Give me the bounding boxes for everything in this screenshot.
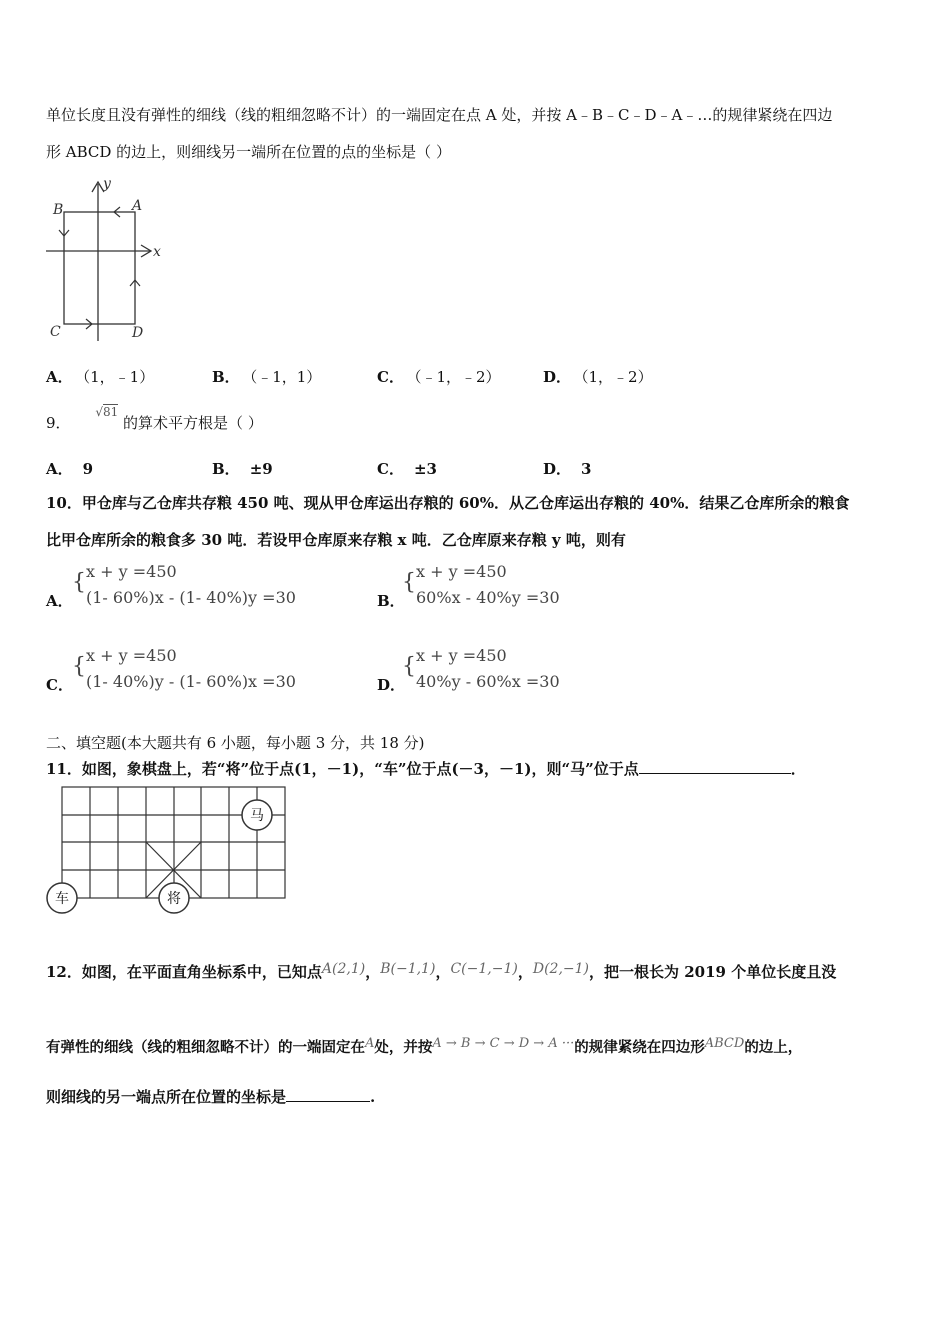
label-y: y <box>103 176 111 192</box>
point-b: B(−1,1) <box>380 961 436 977</box>
label-D: D <box>132 325 144 341</box>
q9-number: 9． <box>46 414 71 432</box>
q8-line2: 形 ABCD 的边上，则细线另一端所在位置的点的坐标是（ ） <box>46 143 451 161</box>
q8-figure <box>40 176 170 346</box>
brace-icon: { <box>402 570 416 595</box>
q9-option-a[interactable]: A． 9 <box>46 460 94 478</box>
piece-ma-label: 马 <box>250 808 264 824</box>
q9-text: 的算术平方根是（ ） <box>123 414 263 432</box>
point-a: A(2,1) <box>321 961 366 977</box>
option-label: B． <box>212 368 240 386</box>
q12-line3: 则细线的另一端点所在位置的坐标是 . <box>46 1088 376 1106</box>
q8-option-c[interactable] <box>377 366 501 387</box>
q9-option-b[interactable]: B． ±9 <box>212 460 273 478</box>
q8-line1: 单位长度且没有弹性的细线（线的粗细忽略不计）的一端固定在点 A 处，并按 A﹣B﹣C﹣D﹣A﹣…的规律紧绕在四边 <box>46 106 833 124</box>
option-text: （1，﹣1） <box>82 368 155 386</box>
q8-option-d[interactable] <box>543 366 653 387</box>
q12-line1: 12．如图，在平面直角坐标系中，已知点A(2,1)，B(−1,1)，C(−1,−1)，D(2,−1)，把一根长为 2019 个单位长度且没 <box>46 961 837 981</box>
q11-text: 11．如图，象棋盘上，若“将”位于点(1，－1)，“车”位于点(－3，－1)，则“马”位于点 <box>46 760 639 778</box>
q10-line1: 10．甲仓库与乙仓库共存粮 450 吨、现从甲仓库运出存粮的 60%．从乙仓库运出存粮的 40%．结果乙仓库所余的粮食 <box>46 494 850 512</box>
point-c: C(−1,−1) <box>450 961 518 977</box>
q10-line2: 比甲仓库所余的粮食多 30 吨．若设甲仓库原来存粮 x 吨．乙仓库原来存粮 y 吨，则有 <box>46 531 626 549</box>
brace-icon: { <box>402 654 416 679</box>
q9-line <box>46 405 263 433</box>
label-C: C <box>50 324 61 340</box>
piece-jiang-label: 将 <box>167 891 181 907</box>
q8-option-a[interactable] <box>46 366 154 387</box>
q9-option-d[interactable]: D． 3 <box>543 460 592 478</box>
option-label: A． <box>46 368 73 386</box>
option-label: C． <box>377 368 404 386</box>
label-A: A <box>132 198 143 214</box>
q8-option-b[interactable] <box>212 366 321 387</box>
q12-answer-blank[interactable] <box>286 1087 370 1102</box>
q11-chessboard <box>40 785 290 915</box>
option-text: （﹣1，﹣2） <box>413 368 501 386</box>
q9-option-c[interactable]: C． ±3 <box>377 460 437 478</box>
brace-icon: { <box>72 654 86 679</box>
label-B: B <box>53 202 64 218</box>
brace-icon: { <box>72 570 86 595</box>
q11-line: 11．如图，象棋盘上，若“将”位于点(1，－1)，“车”位于点(－3，－1)，则“马”位于点 ． <box>46 760 806 778</box>
label-x: x <box>153 244 161 260</box>
option-label: D． <box>543 368 572 386</box>
q12-line2: 有弹性的细线（线的粗细忽略不计）的一端固定在A处，并按A → B → C → D → A ···的规律紧绕在四边形ABCD的边上， <box>46 1036 803 1056</box>
q9-sqrt: √81 <box>95 405 119 419</box>
q11-answer-blank[interactable] <box>639 759 791 774</box>
q10-option-c-label[interactable]: C． <box>46 676 73 694</box>
sequence: A → B → C → D → A ··· <box>432 1036 575 1051</box>
point-d: D(2,−1) <box>532 961 589 977</box>
rect-abcd <box>64 212 135 324</box>
section2-heading: 二、填空题(本大题共有 6 小题，每小题 3 分，共 18 分) <box>46 734 425 752</box>
option-text: （﹣1，1） <box>249 368 322 386</box>
q10-option-b-label[interactable]: B． <box>377 592 405 610</box>
q10-option-a-label[interactable]: A． <box>46 592 73 610</box>
piece-che-label: 车 <box>55 891 69 907</box>
q10-option-d-label[interactable]: D． <box>377 676 406 694</box>
option-text: （1，﹣2） <box>581 368 653 386</box>
